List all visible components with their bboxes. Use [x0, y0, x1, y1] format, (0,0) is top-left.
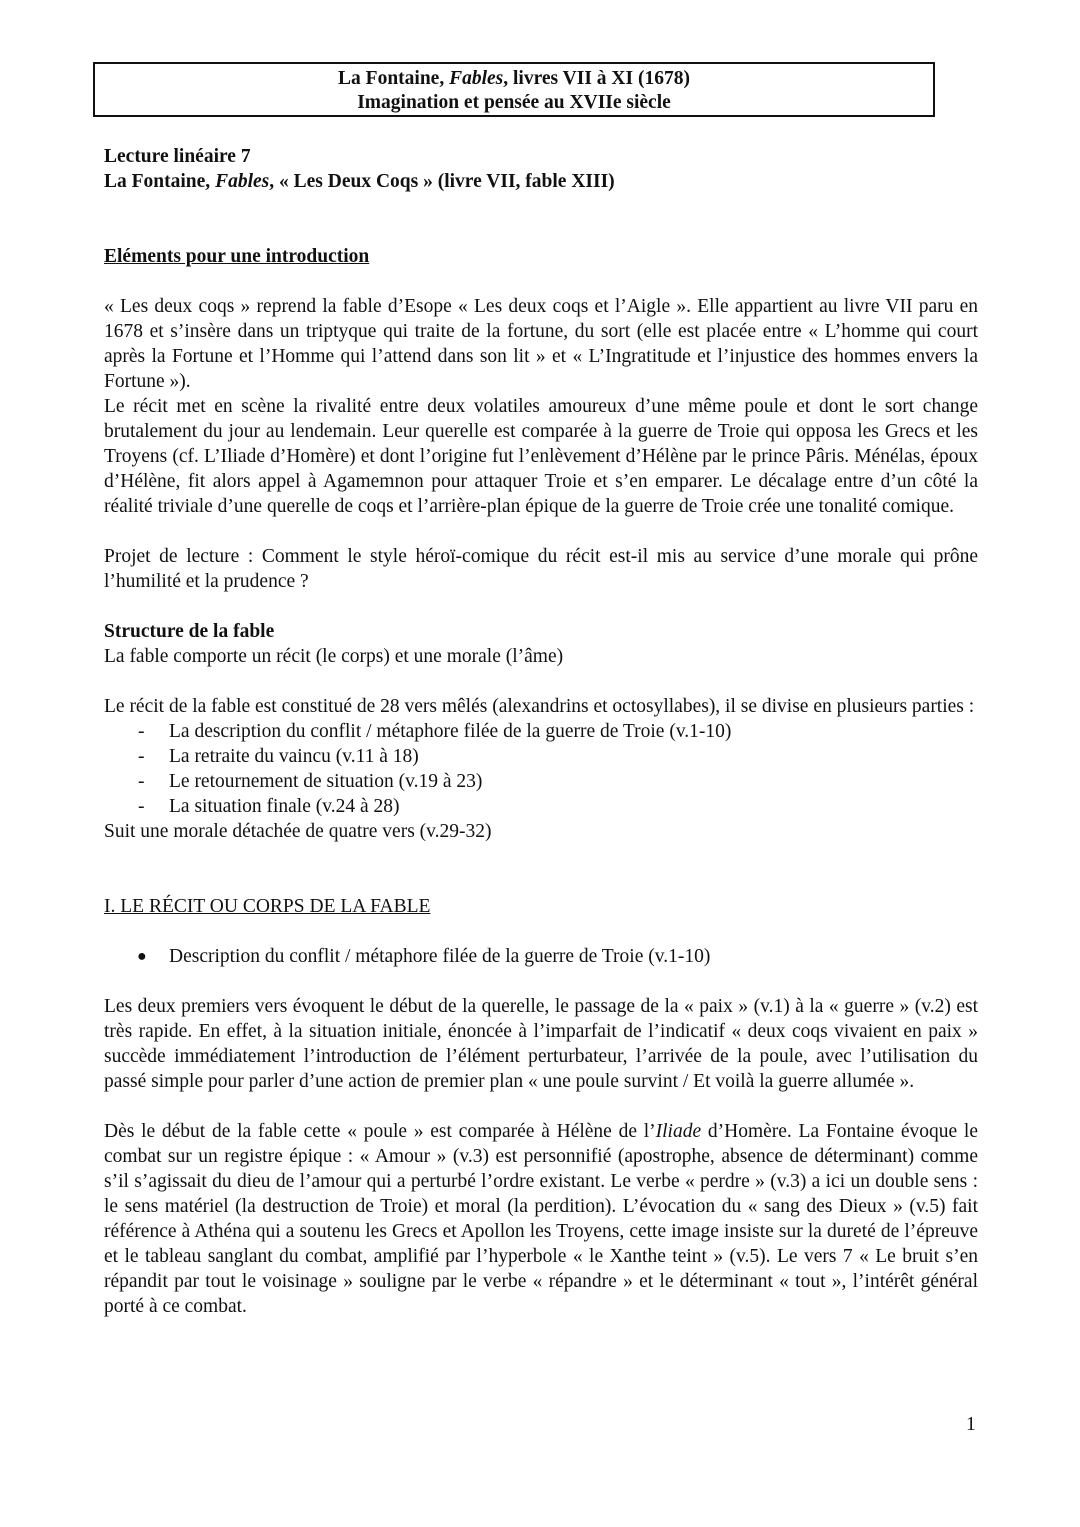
- projet-de-lecture: Projet de lecture : Comment le style héroï-comique du récit est-il mis au service d’une morale qui prône l’humilité et la prudence ?: [104, 546, 978, 592]
- list-item: - Le retournement de situation (v.19 à 23): [104, 769, 978, 794]
- header-line-2: Imagination et pensée au XVIIe siècle: [357, 92, 671, 113]
- structure-after: Suit une morale détachée de quatre vers (v.29-32): [104, 821, 492, 842]
- section-1-bullet: ● Description du conflit / métaphore filée de la guerre de Troie (v.1-10): [137, 946, 711, 967]
- section-1-paragraph-1: Les deux premiers vers évoquent le début de la querelle, le passage de la « paix » (v.1) à la « guerre » (v.2) est très rapide. En effet, à la situation initiale, énoncée à l’imparfait de l’indicatif « deux coqs vivaient en paix » succède immédiatement l’introduction de l’élément perturbateur, l’arrivée de la poule, avec l’utilisation du passé simple pour parler d’une action de premier plan « une poule survint / Et voilà la guerre allumée ».: [104, 996, 978, 1092]
- structure-paragraph: Le récit de la fable est constitué de 28 vers mêlés (alexandrins et octosyllabes), il se divise en plusieurs parties :: [104, 696, 975, 717]
- intro-heading: Eléments pour une introduction: [104, 246, 370, 267]
- list-item: - La retraite du vaincu (v.11 à 18): [104, 744, 978, 769]
- list-item: - La description du conflit / métaphore filée de la guerre de Troie (v.1-10): [104, 719, 978, 744]
- bullet-icon: ●: [137, 948, 147, 965]
- header-line-1: La Fontaine, Fables, livres VII à XI (1678): [338, 68, 690, 89]
- page-number: 1: [966, 1414, 976, 1435]
- structure-line: La fable comporte un récit (le corps) et une morale (l’âme): [104, 646, 564, 667]
- fables-italic: Fables: [449, 68, 504, 89]
- section-1-paragraph-2: Dès le début de la fable cette « poule » est comparée à Hélène de l’Iliade d’Homère. La Fontaine évoque le combat sur un registre épique : « Amour » (v.3) est personnifié (apostrophe, absence de déterminant) comme s’il s’agissait du dieu de l’amour qui a perturbé l’ordre existant. Le verbe « perdre » (v.3) a ici un double sens : le sens matériel (la destruction de Troie) et moral (la perdition). L’évocation du « sang des Dieux » (v.5) fait référence à Athéna qui a soutenu les Grecs et Apollon les Troyens, cette image insiste sur la dureté de l’épreuve et le tableau sanglant du combat, amplifié par l’hyperbole « le Xanthe teint » (v.5). Le vers 7 « Le bruit s’en répandit par tout le voisinage » souligne par le verbe « répandre » et le déterminant « tout », l’intérêt général porté à ce combat.: [104, 1121, 978, 1317]
- intro-paragraph-2: Le récit met en scène la rivalité entre deux volatiles amoureux d’une même poule et dont le sort change brutalement du jour au lendemain. Leur querelle est comparée à la guerre de Troie qui opposa les Grecs et les Troyens (cf. L’Iliade d’Homère) et dont l’origine fut l’enlèvement d’Hélène par le prince Pâris. Ménélas, époux d’Hélène, fit alors appel à Agamemnon pour attaquer Troie et s’en emparer. Le décalage entre d’un côté la réalité triviale d’une querelle de coqs et l’arrière-plan épique de la guerre de Troie crée une tonalité comique.: [104, 396, 978, 517]
- header-box: [93, 62, 935, 117]
- lecture-title: Lecture linéaire 7: [104, 146, 251, 167]
- structure-heading: Structure de la fable: [104, 621, 275, 642]
- document-body: [104, 144, 978, 1319]
- lecture-subtitle: La Fontaine, Fables, « Les Deux Coqs » (livre VII, fable XIII): [104, 171, 615, 192]
- section-1-heading: I. LE RÉCIT OU CORPS DE LA FABLE: [104, 896, 431, 917]
- structure-list: [104, 719, 978, 819]
- intro-paragraph-1: « Les deux coqs » reprend la fable d’Esope « Les deux coqs et l’Aigle ». Elle appartient au livre VII paru en 1678 et s’insère dans un triptyque qui traite de la fortune, du sort (elle est placée entre « L’homme qui court après la Fortune et l’Homme qui l’attend dans son lit » et « L’Ingratitude et l’injustice des hommes envers la Fortune »).: [104, 296, 978, 392]
- list-item: - La situation finale (v.24 à 28): [104, 794, 978, 819]
